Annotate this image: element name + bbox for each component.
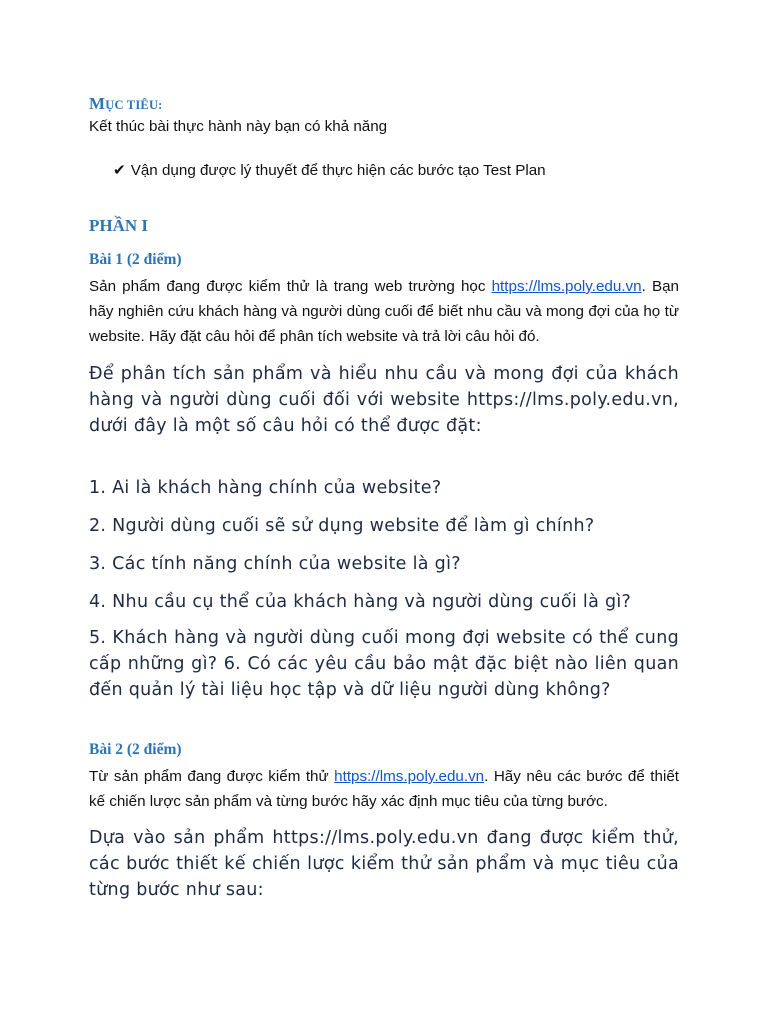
exercise2-lms-link[interactable]: https://lms.poly.edu.vn <box>334 768 485 785</box>
exercise1-prompt-start: Sản phẩm đang được kiểm thử là trang web trường học <box>89 278 492 295</box>
question-2: 2. Người dùng cuối sẽ sử dụng website để làm gì chính? <box>89 516 595 536</box>
exercise1-heading: Bài 1 (2 điểm) <box>89 251 182 268</box>
objective-heading <box>89 94 163 114</box>
question-1: 1. Ai là khách hàng chính của website? <box>89 478 442 498</box>
question-5-6: 5. Khách hàng và người dùng cuối mong đợi website có thể cung cấp những gì? 6. Có các yêu cầu bảo mật đặc biệt nào liên quan đến quản lý tài liệu học tập và dữ liệu người dùng không? <box>89 628 679 700</box>
exercise2-prompt <box>89 764 679 814</box>
exercise1-answer-intro: Để phân tích sản phẩm và hiểu nhu cầu và mong đợi của khách hàng và người dùng cuối đối với website https://lms.poly.edu.vn, dưới đây là một số câu hỏi có thể được đặt: <box>89 364 679 436</box>
exercise2-prompt-start: Từ sản phẩm đang được kiểm thử <box>89 768 335 785</box>
part-heading: PHẦN I <box>89 216 149 235</box>
exercise1-lms-link[interactable]: https://lms.poly.edu.vn <box>491 278 642 295</box>
checkmark-icon: ✔ <box>113 162 126 179</box>
objective-heading-initial: M <box>89 94 106 113</box>
objective-item <box>113 161 546 179</box>
exercise1-prompt <box>89 274 679 349</box>
exercise2-prompt-end: . Hãy nêu các bước để thiết kế chiến lược sản phẩm và từng bước hãy xác định mục tiêu của từng bước. <box>89 768 679 810</box>
exercise2-heading: Bài 2 (2 điểm) <box>89 741 182 758</box>
question-3: 3. Các tính năng chính của website là gì? <box>89 554 461 574</box>
exercise1-prompt-end: . Bạn hãy nghiên cứu khách hàng và người dùng cuối để biết nhu cầu và mong đợi của họ từ website. Hãy đặt câu hỏi để phân tích website và trả lời câu hỏi đó. <box>89 278 679 345</box>
exercise2-answer-intro: Dựa vào sản phẩm https://lms.poly.edu.vn đang được kiểm thử, các bước thiết kế chiến lược kiểm thử sản phẩm và mục tiêu của từng bước như sau: <box>89 828 679 900</box>
question-4: 4. Nhu cầu cụ thể của khách hàng và người dùng cuối là gì? <box>89 592 632 612</box>
objective-heading-rest: ỤC TIÊU: <box>105 98 163 112</box>
objective-intro: Kết thúc bài thực hành này bạn có khả năng <box>89 118 388 135</box>
objective-item-text: Vận dụng được lý thuyết để thực hiện các bước tạo Test Plan <box>130 162 546 179</box>
